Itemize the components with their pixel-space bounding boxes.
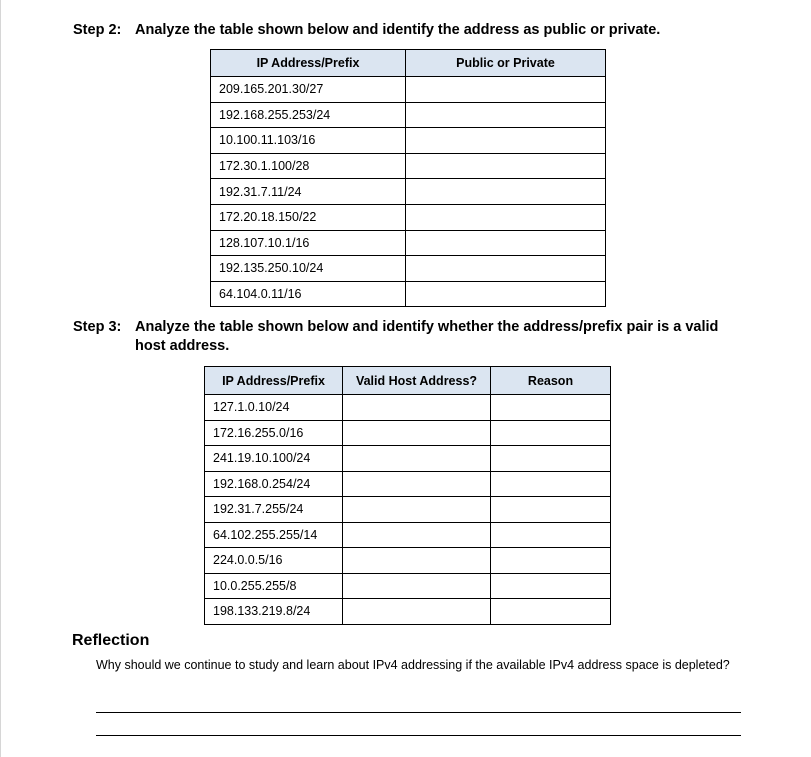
- answer-cell[interactable]: [406, 204, 606, 230]
- ip-prefix-cell: 198.133.219.8/24: [205, 599, 343, 625]
- step-2-instruction: Analyze the table shown below and identify the address as public or private.: [135, 22, 661, 38]
- ip-prefix-cell: 64.104.0.11/16: [211, 281, 406, 307]
- answer-cell[interactable]: [406, 179, 606, 205]
- table-row: [205, 522, 611, 548]
- table-row: [211, 128, 606, 154]
- table-row: [211, 256, 606, 282]
- table-row: [205, 446, 611, 472]
- valid-host-cell[interactable]: [343, 522, 491, 548]
- ip-prefix-cell: 192.168.255.253/24: [211, 102, 406, 128]
- ip-prefix-cell: 241.19.10.100/24: [205, 446, 343, 472]
- ip-prefix-cell: 192.31.7.11/24: [211, 179, 406, 205]
- step-3-heading: [73, 318, 773, 358]
- column-header-reason: Reason: [491, 367, 611, 395]
- table-row: [205, 395, 611, 421]
- valid-host-cell[interactable]: [343, 446, 491, 472]
- valid-host-cell[interactable]: [343, 395, 491, 421]
- answer-cell[interactable]: [406, 153, 606, 179]
- valid-host-cell[interactable]: [343, 548, 491, 574]
- ip-prefix-cell: 172.16.255.0/16: [205, 420, 343, 446]
- table-header-row: [205, 367, 611, 395]
- table-row: [205, 420, 611, 446]
- ip-prefix-cell: 64.102.255.255/14: [205, 522, 343, 548]
- table-row: [211, 204, 606, 230]
- reason-cell[interactable]: [491, 420, 611, 446]
- reason-cell[interactable]: [491, 522, 611, 548]
- ip-prefix-cell: 192.168.0.254/24: [205, 471, 343, 497]
- answer-cell[interactable]: [406, 102, 606, 128]
- ip-prefix-cell: 224.0.0.5/16: [205, 548, 343, 574]
- reason-cell[interactable]: [491, 548, 611, 574]
- step-3-label: Step 3:: [73, 319, 122, 335]
- step-3-instruction: Analyze the table shown below and identify whether the address/prefix pair is a valid host address.: [135, 319, 719, 354]
- answer-line[interactable]: [96, 712, 741, 713]
- reason-cell[interactable]: [491, 395, 611, 421]
- reflection-title: Reflection: [72, 632, 150, 649]
- valid-host-cell[interactable]: [343, 471, 491, 497]
- column-header-ip-prefix: IP Address/Prefix: [205, 367, 343, 395]
- ip-prefix-cell: 127.1.0.10/24: [205, 395, 343, 421]
- reflection-question: Why should we continue to study and learn about IPv4 addressing if the available IPv4 address space is depleted?: [96, 658, 730, 672]
- answer-cell[interactable]: [406, 230, 606, 256]
- reason-cell[interactable]: [491, 471, 611, 497]
- reason-cell[interactable]: [491, 599, 611, 625]
- table-row: [211, 77, 606, 103]
- valid-host-cell[interactable]: [343, 497, 491, 523]
- ip-prefix-cell: 209.165.201.30/27: [211, 77, 406, 103]
- table-row: [205, 573, 611, 599]
- answer-cell[interactable]: [406, 77, 606, 103]
- ip-prefix-cell: 172.30.1.100/28: [211, 153, 406, 179]
- table-row: [211, 281, 606, 307]
- table-row: [205, 548, 611, 574]
- column-header-ip-prefix: IP Address/Prefix: [211, 50, 406, 77]
- ip-prefix-cell: 10.100.11.103/16: [211, 128, 406, 154]
- table-row: [205, 497, 611, 523]
- answer-cell[interactable]: [406, 128, 606, 154]
- table-row: [205, 599, 611, 625]
- column-header-public-or-private: Public or Private: [406, 50, 606, 77]
- public-private-table: [210, 49, 606, 307]
- step-2-heading: [73, 21, 773, 41]
- ip-prefix-cell: 192.135.250.10/24: [211, 256, 406, 282]
- reason-cell[interactable]: [491, 446, 611, 472]
- page-edge: [0, 0, 1, 757]
- table-row: [205, 471, 611, 497]
- column-header-valid-host: Valid Host Address?: [343, 367, 491, 395]
- answer-cell[interactable]: [406, 256, 606, 282]
- valid-host-cell[interactable]: [343, 573, 491, 599]
- ip-prefix-cell: 192.31.7.255/24: [205, 497, 343, 523]
- valid-host-cell[interactable]: [343, 420, 491, 446]
- reason-cell[interactable]: [491, 573, 611, 599]
- valid-host-cell[interactable]: [343, 599, 491, 625]
- table-row: [211, 230, 606, 256]
- table-header-row: [211, 50, 606, 77]
- answer-line[interactable]: [96, 735, 741, 736]
- reason-cell[interactable]: [491, 497, 611, 523]
- table-row: [211, 153, 606, 179]
- valid-host-table: [204, 366, 611, 625]
- ip-prefix-cell: 128.107.10.1/16: [211, 230, 406, 256]
- answer-cell[interactable]: [406, 281, 606, 307]
- table-row: [211, 102, 606, 128]
- ip-prefix-cell: 172.20.18.150/22: [211, 204, 406, 230]
- table-row: [211, 179, 606, 205]
- step-2-label: Step 2:: [73, 22, 122, 38]
- ip-prefix-cell: 10.0.255.255/8: [205, 573, 343, 599]
